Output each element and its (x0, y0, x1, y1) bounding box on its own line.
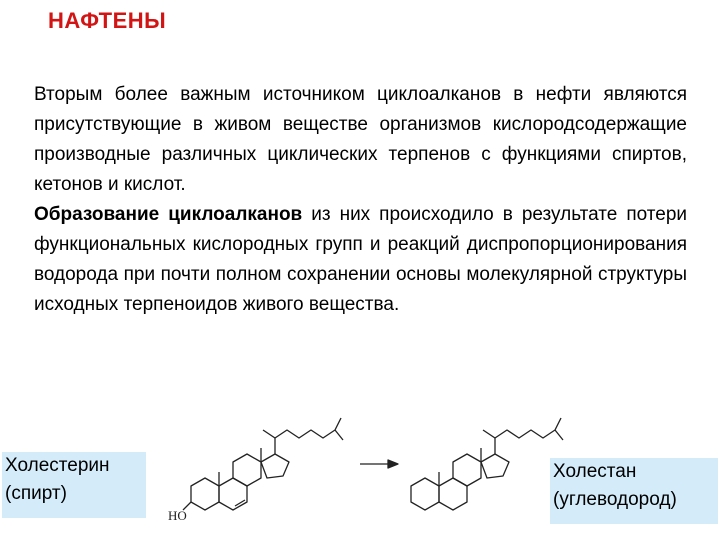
paragraph-2-rest: из них происходило в результате потери функциональных кислородных групп и реакций диспропорционирования водорода при почти полном сохранении основы молекулярной структуры исходных терпеноидов живого вещества. (34, 204, 688, 315)
cholestane-label-name: Холестан (553, 461, 637, 482)
cholestane-label (550, 458, 718, 524)
paragraph-2-bold: Образование циклоалканов (34, 204, 303, 225)
cholesterol-label-name: Холестерин (5, 455, 110, 476)
paragraph-2 (34, 200, 687, 320)
main-text (34, 80, 687, 320)
cholesterol-label (2, 452, 146, 518)
cholesterol-structure (183, 418, 343, 510)
cholestane-label-type: (углеводород) (553, 489, 677, 510)
page-title: НАФТЕНЫ (48, 8, 167, 33)
cholesterol-label-type: (спирт) (5, 483, 67, 504)
right-arrow-icon (360, 460, 398, 468)
reaction-scheme (150, 392, 570, 528)
cholestane-structure (411, 418, 563, 510)
paragraph-1: Вторым более важным источником циклоалканов в нефти являются присутствующие в живом веществе организмов кислородсодержащие производные различных циклических терпенов с функциями спиртов, кетонов и кислот. (34, 84, 687, 195)
hydroxyl-group-label: HO (168, 508, 187, 523)
